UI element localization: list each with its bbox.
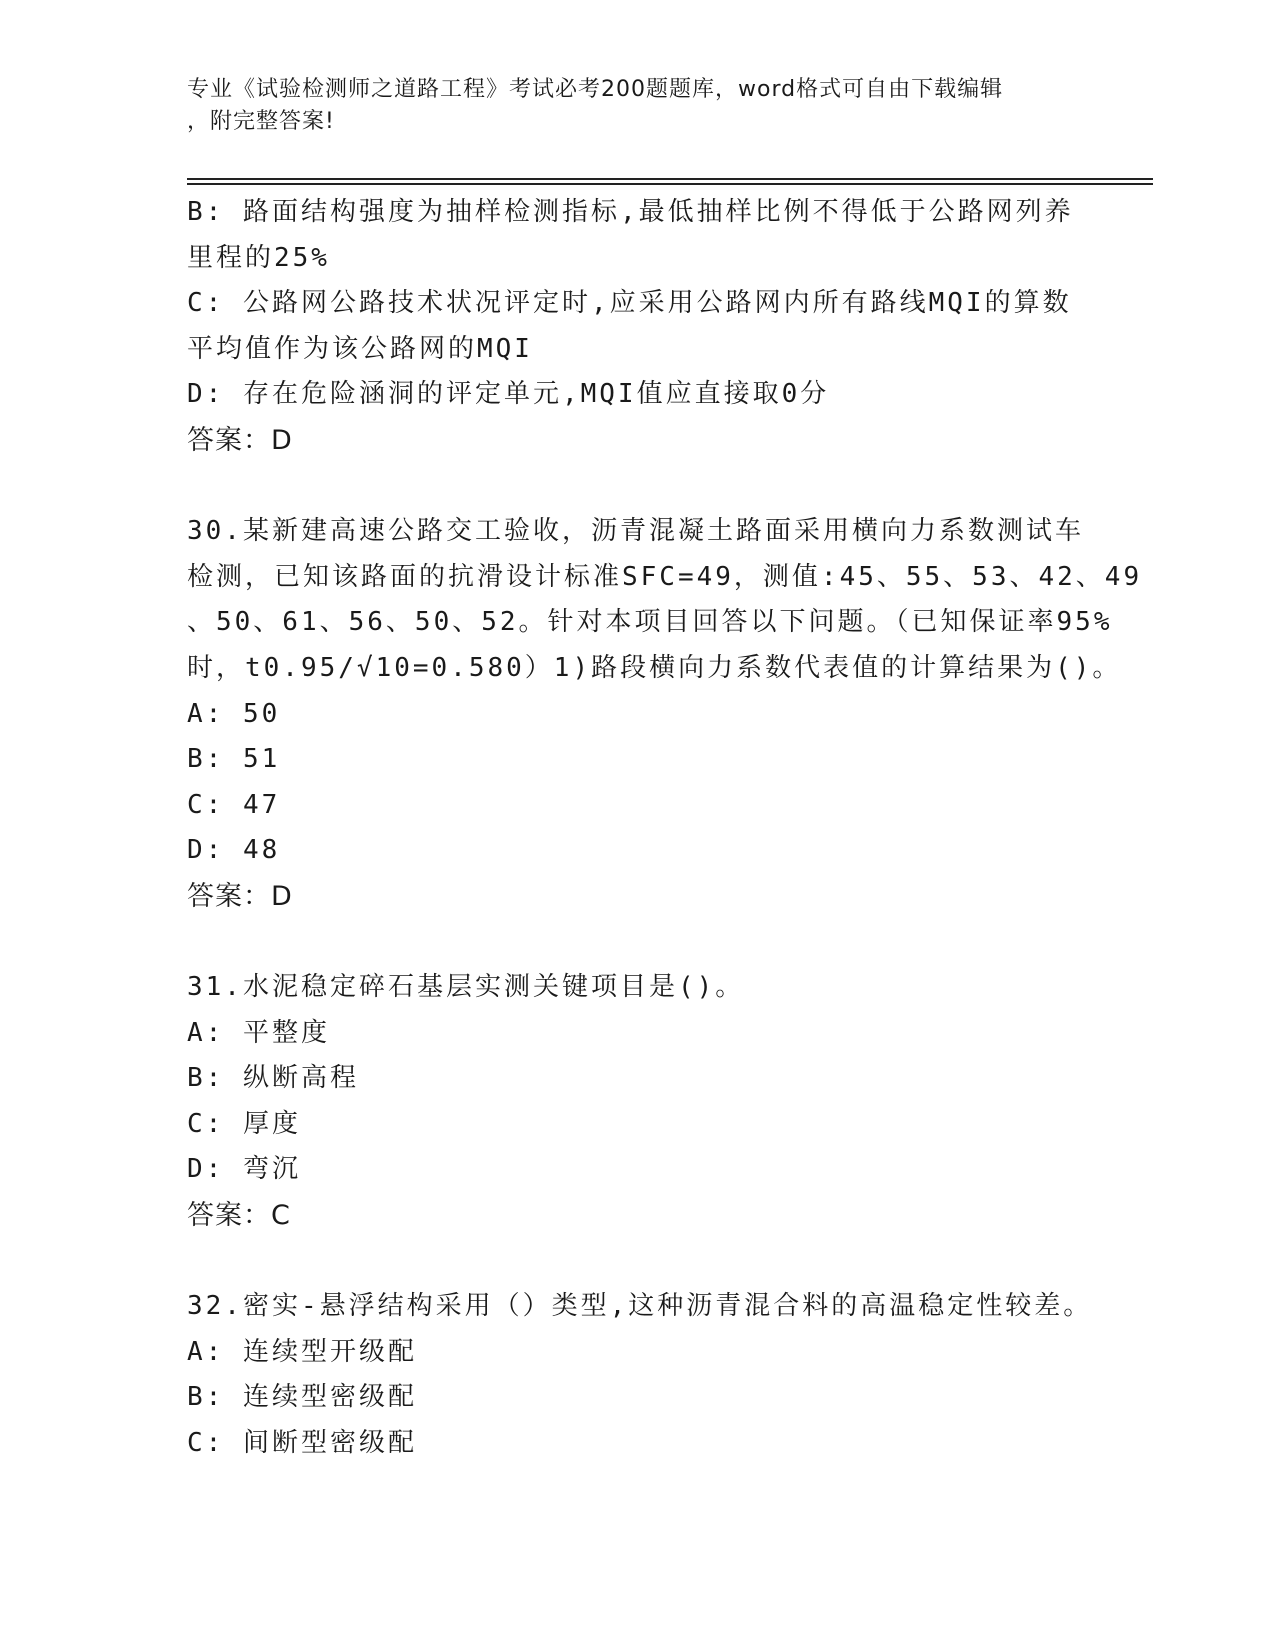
document-header: [187, 74, 1067, 138]
header-divider-bottom: [187, 183, 1153, 185]
question-31: [187, 965, 1087, 1239]
question-stem: 31.水泥稳定碎石基层实测关键项目是()。: [187, 972, 745, 1003]
header-title-line-1: 专业《试验检测师之道路工程》考试必考200题题库，word格式可自由下载编辑: [187, 77, 1004, 102]
option-b-line-1: B: 路面结构强度为抽样检测指标,最低抽样比例不得低于公路网列养: [187, 197, 1074, 227]
option-b-line-2: 里程的25%: [187, 242, 330, 273]
question-stem-line-4: 时，t0.95/√10=0.580）1)路段横向力系数代表值的计算结果为()。: [187, 652, 1122, 683]
option-b: B: 51: [187, 744, 281, 775]
spacer: [187, 1239, 1087, 1285]
question-stem: 32.密实-悬浮结构采用（）类型,这种沥青混合料的高温稳定性较差。: [187, 1291, 1093, 1322]
option-d: D: 弯沉: [187, 1154, 301, 1185]
option-a: A: 平整度: [187, 1017, 330, 1048]
question-29-continued: [187, 190, 1087, 464]
answer: 答案：D: [187, 424, 293, 456]
option-c: C: 厚度: [187, 1108, 301, 1139]
option-a: A: 50: [187, 698, 281, 729]
option-b: B: 连续型密级配: [187, 1382, 417, 1413]
question-32: [187, 1284, 1093, 1466]
option-a: A: 连续型开级配: [187, 1336, 417, 1367]
header-divider-top: [187, 178, 1153, 180]
question-stem-line-3: 、50、61、56、50、52。针对本项目回答以下问题。（已知保证率95%: [187, 607, 1113, 638]
question-30: [187, 509, 1143, 919]
option-b: B: 纵断高程: [187, 1063, 359, 1094]
option-d: D: 存在危险涵洞的评定单元,MQI值应直接取0分: [187, 379, 830, 410]
option-c: C: 47: [187, 789, 281, 820]
header-title-line-2: ，附完整答案!: [187, 109, 335, 134]
answer: 答案：D: [187, 880, 293, 912]
option-c: C: 间断型密级配: [187, 1428, 417, 1459]
option-c-line-2: 平均值作为该公路网的MQI: [187, 333, 533, 364]
document-body: [187, 190, 1143, 1467]
option-d: D: 48: [187, 835, 281, 866]
spacer: [187, 464, 1087, 510]
answer: 答案：C: [187, 1200, 291, 1232]
question-stem-line-1: 30.某新建高速公路交工验收，沥青混凝土路面采用横向力系数测试车: [187, 516, 1084, 547]
spacer: [187, 920, 1087, 966]
question-stem-line-2: 检测，已知该路面的抗滑设计标准SFC=49，测值:45、55、53、42、49: [187, 561, 1143, 592]
option-c-line-1: C: 公路网公路技术状况评定时,应采用公路网内所有路线MQI的算数: [187, 288, 1072, 319]
